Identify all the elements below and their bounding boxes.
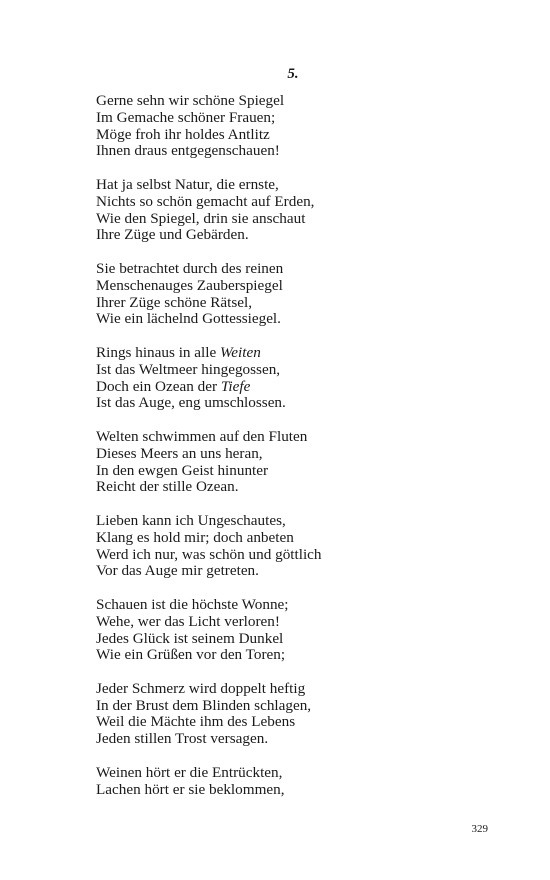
stanza	[96, 93, 516, 160]
verse-line: Ist das Auge, eng umschlossen.	[96, 394, 286, 412]
stanza	[96, 345, 516, 412]
verse-line: Werd ich nur, was schön und göttlich	[96, 545, 322, 563]
verse-line: Dieses Meers an uns heran,	[96, 444, 263, 462]
verse-line: In der Brust dem Blinden schlagen,	[96, 696, 312, 714]
stanza	[96, 765, 516, 799]
stanza	[96, 261, 516, 328]
poem-number: 5.	[287, 66, 299, 82]
verse-line: Ist das Weltmeer hingegossen,	[96, 360, 281, 378]
verse-line: Ihnen draus entgegenschauen!	[96, 142, 280, 160]
verse-line: Möge froh ihr holdes Antlitz	[96, 125, 270, 143]
verse-line: Rings hinaus in alle Weiten	[96, 343, 261, 361]
verse-line: In den ewgen Geist hinunter	[96, 461, 269, 479]
verse-line: Doch ein Ozean der Tiefe	[96, 377, 251, 395]
emphasized-word: Tiefe	[220, 377, 251, 395]
verse-line: Reicht der stille Ozean.	[96, 478, 239, 496]
verse-line: Hat ja selbst Natur, die ernste,	[96, 175, 279, 193]
stanza	[96, 429, 516, 496]
verse-line: Wie den Spiegel, drin sie anschaut	[96, 209, 306, 227]
verse-line: Weinen hört er die Entrückten,	[96, 763, 283, 781]
verse-line: Wie ein Grüßen vor den Toren;	[96, 646, 286, 664]
verse-line: Jedes Glück ist seinem Dunkel	[96, 629, 284, 647]
verse-line: Nichts so schön gemacht auf Erden,	[96, 192, 315, 210]
poem-body	[96, 93, 516, 815]
page-number: 329	[471, 823, 488, 835]
verse-line: Klang es hold mir; doch anbeten	[96, 528, 294, 546]
verse-line: Schauen ist die höchste Wonne;	[96, 595, 289, 613]
verse-line: Sie betrachtet durch des reinen	[96, 259, 284, 277]
verse-line: Gerne sehn wir schöne Spiegel	[96, 92, 285, 109]
verse-line: Jeden stillen Trost versagen.	[96, 730, 269, 748]
verse-line: Jeder Schmerz wird doppelt heftig	[96, 679, 306, 697]
verse-line: Wehe, wer das Licht verloren!	[96, 612, 280, 630]
verse-line: Wie ein lächelnd Gottessiegel.	[96, 310, 281, 328]
verse-line: Welten schwimmen auf den Fluten	[96, 427, 308, 445]
stanza	[96, 513, 516, 580]
verse-line: Weil die Mächte ihm des Lebens	[96, 713, 296, 731]
verse-line: Vor das Auge mir getreten.	[96, 562, 259, 580]
stanza	[96, 177, 516, 244]
stanza	[96, 597, 516, 664]
verse-line: Ihre Züge und Gebärden.	[96, 226, 249, 244]
verse-line: Lachen hört er sie beklommen,	[96, 780, 285, 798]
verse-line: Ihrer Züge schöne Rätsel,	[96, 293, 253, 311]
stanza	[96, 681, 516, 748]
verse-line: Im Gemache schöner Frauen;	[96, 108, 276, 126]
emphasized-word: Weiten	[220, 343, 261, 361]
verse-line: Lieben kann ich Ungeschautes,	[96, 511, 286, 529]
verse-line: Menschenauges Zauberspiegel	[96, 276, 283, 294]
